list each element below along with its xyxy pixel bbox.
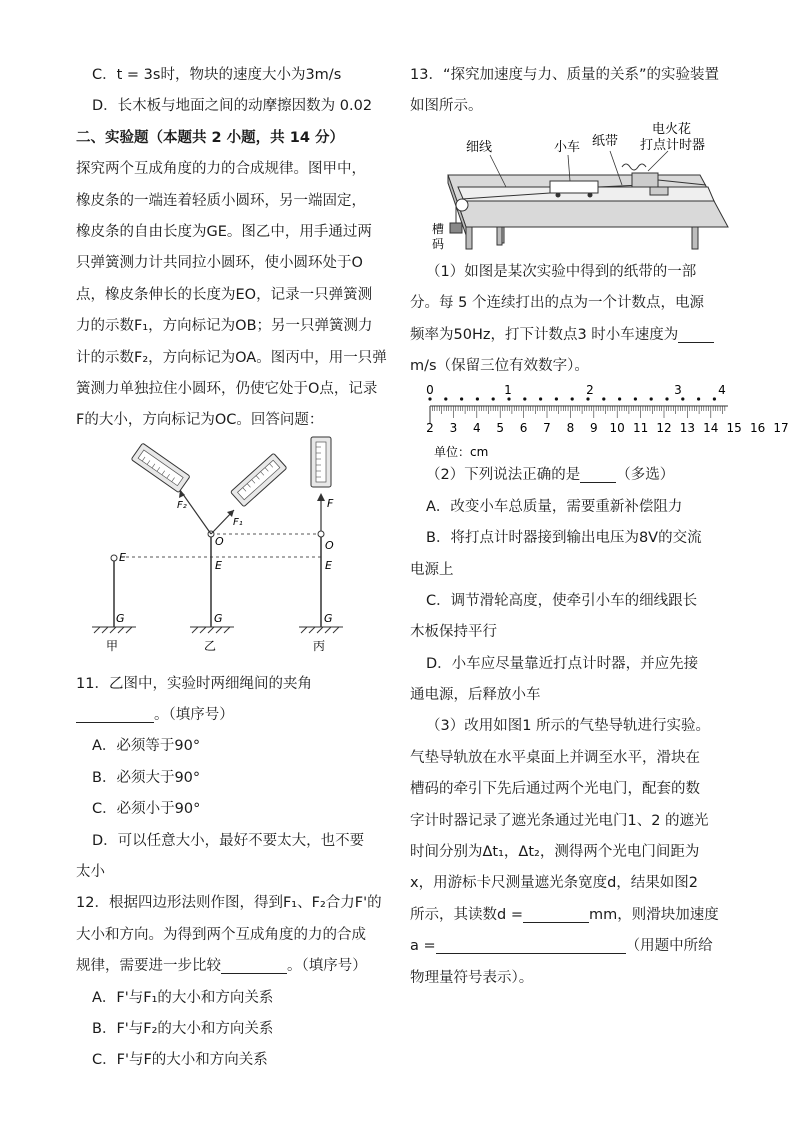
s1-line-1: （1）如图是某次实验中得到的纸带的一部 (426, 263, 697, 280)
q11-stem: 11．乙图中，实验时两细绳间的夹角 (76, 675, 312, 692)
s3-line-7-head: 所示，其读数d = (410, 906, 523, 923)
s3-line-1: （3）改用如图1 所示的气垫导轨进行实验。 (426, 718, 711, 735)
q11-answer-blank[interactable] (76, 704, 154, 723)
s2-line (410, 460, 728, 491)
ruler-cm-label: 15 (726, 421, 742, 436)
q13-stem-1: 13．“探究加速度与力、质量的关系”的实验装置 (410, 67, 719, 83)
q12-option-b: B．F'与F₂的大小和方向关系 (92, 1020, 274, 1037)
label-g-yi: G (214, 611, 223, 625)
tape-dot (697, 398, 700, 401)
tape-dot (571, 398, 574, 401)
s3-line-7 (410, 900, 728, 931)
q12-option-a: A．F'与F₁的大小和方向关系 (92, 989, 274, 1006)
label-g-bing: G (324, 611, 333, 625)
label-timer-1: 电火花 (652, 121, 692, 137)
cart-apparatus-diagram (410, 123, 728, 257)
intro-line-1: 探究两个互成角度的力的合成规律。图甲中， (76, 161, 366, 178)
intro-line-7: 计的示数F₂，方向标记为OA。图丙中，用一只弹 (76, 349, 387, 366)
tape-dot (602, 398, 605, 401)
tape-dot (681, 398, 684, 401)
a-answer-blank[interactable] (436, 935, 626, 954)
force-experiment-figure (76, 437, 386, 669)
tape-dot (460, 398, 463, 401)
ruler-cm-label: 6 (519, 421, 528, 436)
s3-line-9: 物理量符号表示）。 (410, 969, 534, 986)
tape-dot (444, 398, 447, 401)
intro-line-2: 橡皮条的一端连着轻质小圆环，另一端固定， (76, 192, 366, 209)
s2-text: （2）下列说法正确的是 (426, 467, 581, 484)
s1-line-3-text: 频率为50Hz，打下计数点3 时小车速度为 (410, 326, 679, 343)
count-point-label: 1 (504, 383, 512, 398)
ruler-cm-label: 14 (703, 421, 719, 436)
ruler-cm-label: 4 (472, 421, 481, 436)
q12-answer-blank[interactable] (221, 955, 287, 974)
label-e-bing: E (325, 558, 332, 572)
q12-line-2: 大小和方向。为得到两个互成角度的力的合成 (76, 926, 366, 943)
intro-line-4: 只弹簧测力计共同拉小圆环，使小圆环处于O (76, 255, 363, 272)
q11-blank-line (76, 700, 386, 731)
s3-line-6: x，用游标卡尺测量遮光条宽度d，结果如图2 (410, 875, 699, 892)
s3-line-8-head: a = (410, 938, 436, 955)
label-yi: 乙 (204, 638, 217, 653)
q11-option-a: A．必须等于90° (92, 738, 201, 755)
ruler-cm-label: 9 (589, 421, 598, 436)
count-point-label: 2 (586, 383, 594, 398)
ruler-diagram (410, 382, 789, 460)
label-ma: 码 (432, 236, 445, 251)
count-point-label: 0 (426, 383, 434, 398)
intro-line-9: F的大小，方向标记为OC。回答问题： (76, 412, 324, 429)
ruler-cm-label: 11 (632, 421, 649, 436)
q12-line-1: 12．根据四边形法则作图，得到F₁、F₂合力F'的 (76, 895, 382, 912)
ruler-cm-label: 3 (449, 421, 458, 436)
left-column (76, 60, 386, 1077)
ruler-cm-label: 13 (679, 421, 696, 436)
ruler-unit-label: 单位：cm (434, 445, 489, 460)
s2-option-b-cont: 电源上 (410, 561, 454, 578)
label-f1: F₁ (233, 516, 243, 528)
s2-option-c-cont: 木板保持平行 (410, 624, 497, 641)
s2-tail: （多选） (616, 467, 675, 484)
q11-tail: 。（填序号） (154, 707, 234, 724)
s2-answer-blank[interactable] (580, 464, 616, 483)
label-bing: 丙 (313, 638, 326, 653)
ruler-cm-label: 12 (656, 421, 672, 436)
tape-dot (618, 398, 621, 401)
tape-dot (713, 398, 716, 401)
count-point-label: 4 (718, 383, 726, 398)
option-d: D．长木板与地面之间的动摩擦因数为 0.02 (92, 98, 373, 115)
tape-dot (586, 398, 589, 401)
label-cao: 槽 (432, 221, 445, 236)
s2-option-d: D．小车应尽量靠近打点计时器，并应先接 (426, 655, 699, 672)
s3-line-8 (410, 931, 728, 962)
label-g-jia: G (116, 611, 125, 625)
count-point-label: 3 (674, 383, 682, 398)
tape-dot (555, 398, 558, 401)
s3-line-8-tail: （用题中所给 (625, 938, 713, 955)
label-jia: 甲 (106, 638, 119, 653)
s1-line-4: m/s（保留三位有效数字）。 (410, 357, 589, 374)
label-e-jia: E (119, 550, 126, 564)
label-o-bing: O (325, 538, 334, 552)
label-o-yi: O (215, 534, 224, 548)
label-tape: 纸带 (592, 133, 619, 149)
section-heading: 二、实验题（本题共 2 小题，共 14 分） (76, 129, 344, 146)
s3-line-2: 气垫导轨放在水平桌面上并调至水平，滑块在 (410, 749, 700, 766)
q11-option-c: C．必须小于90° (92, 801, 201, 818)
right-column (410, 60, 789, 994)
ruler-cm-label: 7 (543, 421, 551, 436)
ruler-cm-label: 17 (773, 421, 789, 436)
q11-option-d: D．可以任意大小，最好不要太大，也不要 (92, 832, 365, 849)
label-f-bing: F (327, 496, 334, 510)
intro-line-5: 点，橡皮条伸长的长度为EO，记录一只弹簧测 (76, 286, 373, 303)
q11-option-b: B．必须大于90° (92, 769, 201, 786)
s2-option-b: B．将打点计时器接到输出电压为8V的交流 (426, 530, 702, 547)
q13-stem-2: 如图所示。 (410, 98, 483, 115)
intro-line-6: 力的示数F₁，方向标记为OB；另一只弹簧测力 (76, 318, 373, 335)
tape-dot (665, 398, 668, 401)
s2-option-c: C．调节滑轮高度，使牵引小车的细线跟长 (426, 592, 698, 609)
tape-dot (523, 398, 526, 401)
tape-dot (507, 398, 510, 401)
tape-dot (650, 398, 653, 401)
cart-apparatus-figure (410, 123, 728, 257)
tape-dot (634, 398, 637, 401)
label-e-yi: E (215, 558, 222, 572)
s1-line-3 (410, 320, 728, 351)
s3-line-4: 字计时器记录了遮光条通过光电门1、2 的遮光 (410, 812, 709, 829)
label-timer-2: 打点计时器 (640, 137, 706, 153)
ruler-cm-label: 5 (496, 421, 505, 436)
q12-option-c: C．F'与F的大小和方向关系 (92, 1052, 268, 1069)
s2-option-a: A．改变小车总质量，需要重新补偿阻力 (426, 498, 683, 515)
label-cart: 小车 (554, 139, 581, 155)
d-answer-blank[interactable] (523, 904, 589, 923)
s3-line-3: 槽码的牵引下先后通过两个光电门，配套的数 (410, 781, 700, 798)
intro-line-8: 簧测力单独拉住小圆环，仍使它处于O点，记录 (76, 380, 378, 397)
s3-line-7-tail: mm，则滑块加速度 (588, 906, 719, 923)
intro-line-3: 橡皮条的自由长度为GE。图乙中，用手通过两 (76, 223, 372, 240)
q12-line-3-head: 规律，需要进一步比较 (76, 958, 221, 975)
ruler-cm-label: 8 (566, 421, 575, 436)
ruler-cm-label: 10 (609, 421, 625, 436)
label-string: 细线 (466, 139, 493, 155)
label-f2: F₂ (177, 499, 187, 511)
q12-line-3 (76, 951, 386, 982)
s2-option-d-cont: 通电源，后释放小车 (410, 687, 541, 704)
tape-dot (476, 398, 479, 401)
tape-dot (428, 398, 431, 401)
force-diagram (76, 437, 386, 669)
s1-answer-blank[interactable] (678, 324, 714, 343)
ruler-cm-label: 2 (426, 421, 434, 436)
option-c: C．t = 3s时，物块的速度大小为3m/s (92, 67, 342, 83)
ruler-cm-label: 16 (749, 421, 766, 436)
q12-tail: 。（填序号） (287, 958, 367, 975)
q11-option-d-cont: 太小 (76, 864, 105, 881)
tape-ruler-figure (410, 382, 789, 460)
s3-line-5: 时间分别为Δt₁，Δt₂，测得两个光电门间距为 (410, 844, 700, 861)
tape-dot (492, 398, 495, 401)
tape-dot (539, 398, 542, 401)
s1-line-2: 分。每 5 个连续打出的点为一个计数点，电源 (410, 295, 704, 312)
